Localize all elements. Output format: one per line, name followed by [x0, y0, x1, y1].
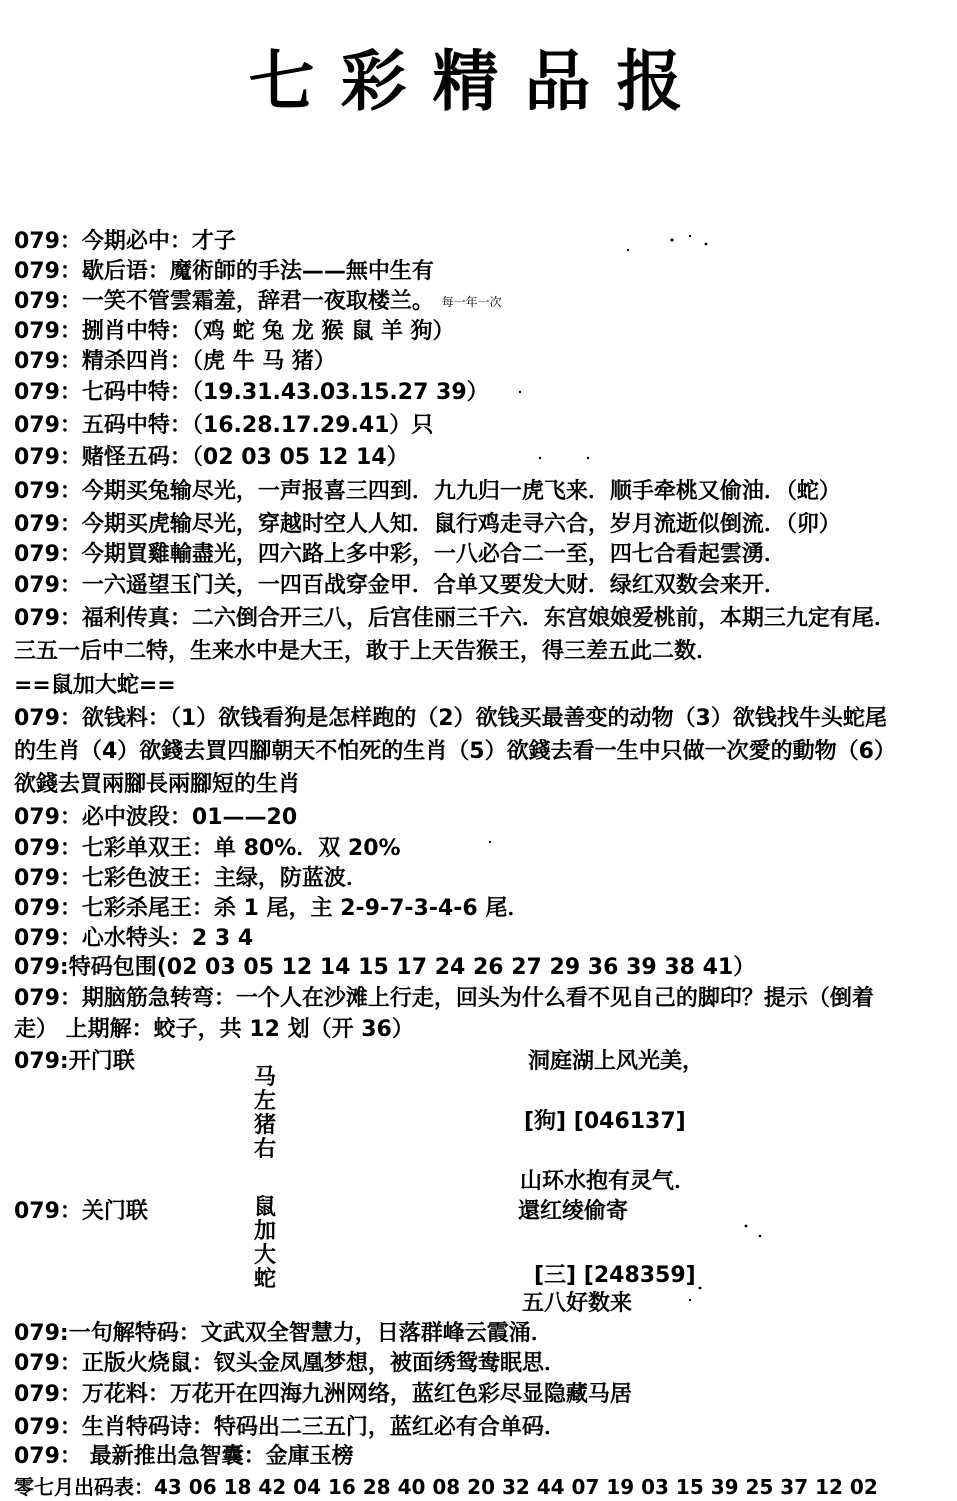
text-line: 零七月出码表：43 06 18 42 04 16 28 40 08 20 32 44 07 19 03 15 39 25 37 12 02: [14, 1475, 878, 1499]
text-line: 079：赌怪五码：（02 03 05 12 14）: [14, 445, 409, 470]
text-line: 079：七码中特：（19.31.43.03.15.27 39）: [14, 380, 489, 405]
text-line-main: 079：一笑不管雲霜羞，辞君一夜取楼兰。: [14, 289, 434, 314]
text-line: 三五一后中二特，生来水中是大王，敢于上天告猴王，得三差五此二数．: [14, 639, 719, 664]
text-line: 079：七彩色波王：主绿，防蓝波．: [14, 866, 368, 891]
vertical-char: 马: [253, 1065, 276, 1090]
open-couplet-label: 079:开门联: [14, 1049, 135, 1074]
text-line: 079：今期买兔输尽光，一声报喜三四到．九九归一虎飞来．顺手牵桃又偷油．（蛇）: [14, 479, 841, 504]
text-line: 079：期脑筋急转弯：一个人在沙滩上行走，回头为什么看不见自己的脚印？提示（倒着: [14, 986, 874, 1011]
page-title: 七彩精品报: [248, 42, 709, 120]
text-line: 079： 最新推出急智囊：金庫玉榜: [14, 1444, 354, 1469]
text-line: 欲錢去買兩腳長兩腳短的生肖: [14, 772, 301, 797]
open-couplet-line-2: [狗] [046137]: [524, 1109, 686, 1134]
text-line: 079：欲钱料：（1）欲钱看狗是怎样跑的（2）欲钱买最善变的动物（3）欲钱找牛头蛇尾: [14, 706, 887, 731]
text-line: 走） 上期解：蛟子，共 12 划（开 36）: [14, 1017, 414, 1042]
text-line: 079：一六遥望玉门关，一四百战穿金甲．合单又要发大财．绿红双数会来开．: [14, 573, 786, 598]
text-line: 079：今期買雞輸盡光，四六路上多中彩，一八必合二一至，四七合看起雲湧．: [14, 542, 786, 567]
text-line: 079：必中波段：01——20: [14, 805, 298, 830]
vertical-char: 鼠: [253, 1195, 276, 1220]
text-line: 079:一句解特码：文武双全智慧力，日落群峰云霞涌．: [14, 1321, 553, 1346]
small-note: 每一年一次: [441, 295, 502, 309]
text-line: 079：七彩杀尾王：杀 1 尾，主 2-9-7-3-4-6 尾．: [14, 896, 530, 921]
text-line: 079：心水特头：2 3 4: [14, 926, 254, 951]
text-line: 079：五码中特：（16.28.17.29.41）只: [14, 413, 434, 438]
text-line: 的生肖（4）欲錢去買四腳朝天不怕死的生肖（5）欲錢去看一生中只做一次愛的動物（6）: [14, 739, 896, 764]
close-couplet-line-2: [三] [248359]: [534, 1263, 696, 1288]
text-line: 079：今期必中：才子: [14, 229, 236, 254]
close-couplet-line-3: 五八好数来: [522, 1291, 633, 1316]
text-line: 079:特码包围(02 03 05 12 14 15 17 24 26 27 29 36 39 38 41）: [14, 955, 756, 980]
vertical-char: 蛇: [253, 1267, 276, 1292]
close-couplet-label: 079：关门联: [14, 1199, 148, 1224]
open-couplet-line-1: 洞庭湖上风光美，: [528, 1049, 705, 1074]
open-couplet-line-3: 山环水抱有灵气．: [520, 1169, 697, 1194]
text-line: ==鼠加大蛇==: [14, 673, 176, 698]
vertical-char: 加: [253, 1219, 276, 1244]
text-line: 079：歇后语：魔術師的手法——無中生有: [14, 259, 434, 284]
text-line: 079：捌肖中特：（鸡 蛇 兔 龙 猴 鼠 羊 狗）: [14, 319, 455, 344]
text-line: 079：七彩单双王：单 80%．双 20%: [14, 836, 401, 861]
text-line: 079：万花料：万花开在四海九洲网络，蓝红色彩尽显隐藏马居: [14, 1382, 632, 1407]
text-line: 079：正版火烧鼠：钗头金凤凰梦想，被面绣鸳鸯眠思．: [14, 1351, 566, 1376]
text-line: 079：福利传真：二六倒合开三八，后宫佳丽三千六．东宫娘娘爱桃前，本期三九定有尾．: [14, 606, 896, 631]
text-line: 079：精杀四肖：（虎 牛 马 猪）: [14, 349, 336, 374]
text-line: 079：今期买虎输尽光，穿越时空人人知．鼠行鸡走寻六合，岁月流逝似倒流．（卯）: [14, 512, 841, 537]
text-line: 079：生肖特码诗：特码出二三五门，蓝红必有合单码．: [14, 1415, 566, 1440]
vertical-char: 左: [253, 1089, 276, 1114]
vertical-char: 猪: [253, 1113, 276, 1138]
vertical-char: 右: [253, 1137, 276, 1162]
vertical-char: 大: [253, 1243, 276, 1268]
close-couplet-line-1: 還红绫偷寄: [518, 1199, 629, 1224]
